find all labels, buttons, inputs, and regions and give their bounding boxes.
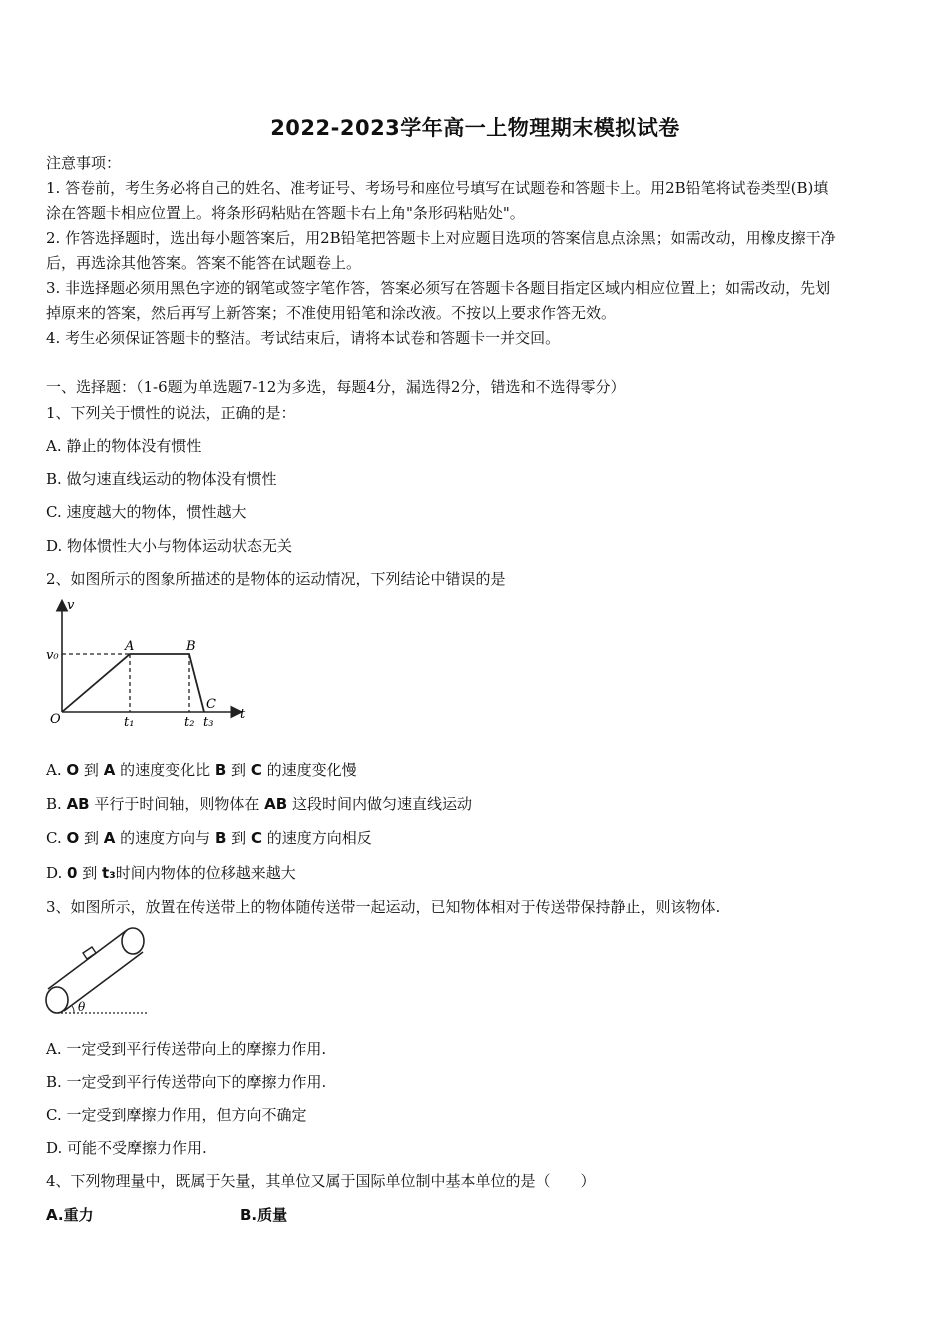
notice-line-7: 4. 考生必须保证答题卡的整洁。考试结束后，请将本试卷和答题卡一并交回。 (46, 329, 561, 347)
q3-stem: 3、如图所示，放置在传送带上的物体随传送带一起运动，已知物体相对于传送带保持静止，则该物体. (46, 898, 721, 916)
q2-label-t1: t₁ (124, 715, 135, 730)
q2-label-B: B (186, 639, 196, 654)
q1-option-a: A. 静止的物体没有惯性 (46, 437, 202, 455)
section-heading: 一、选择题：（1-6题为单选题7-12为多选，每题4分，漏选得2分，错选和不选得零分） (46, 378, 626, 396)
q3-roller-top (122, 928, 144, 954)
q2-option-a: A. O 到 A 的速度变化比 B 到 C 的速度变化慢 (46, 761, 357, 779)
q2-stem: 2、如图所示的图象所描述的是物体的运动情况，下列结论中错误的是 (46, 570, 506, 588)
q2-label-t2: t₂ (184, 715, 195, 730)
q3-option-b: B. 一定受到平行传送带向下的摩擦力作用. (46, 1073, 327, 1091)
q2-vt-graph (44, 596, 254, 732)
q2-option-b: B. AB 平行于时间轴，则物体在 AB 这段时间内做匀速直线运动 (46, 795, 472, 813)
notice-line-6: 掉原来的答案，然后再写上新答案；不准使用铅笔和涂改液。不按以上要求作答无效。 (46, 304, 617, 322)
q3-block (83, 947, 96, 959)
q3-option-d: D. 可能不受摩擦力作用. (46, 1139, 207, 1157)
q2-label-A: A (125, 639, 135, 654)
q4-option-a: A.重力 (46, 1206, 94, 1224)
q1-option-b: B. 做匀速直线运动的物体没有惯性 (46, 470, 277, 488)
q2-option-d: D. 0 到 t₃时间内物体的位移越来越大 (46, 864, 296, 882)
q2-vt-curve (62, 654, 204, 712)
q2-label-v0: v₀ (46, 648, 59, 663)
page-title: 2022-2023学年高一上物理期末模拟试卷 (270, 116, 680, 140)
notice-line-5: 3. 非选择题必须用黑色字迹的钢笔或签字笔作答，答案必须写在答题卡各题目指定区域内相应位置上；如需改动，先划 (46, 279, 831, 297)
notice-heading: 注意事项： (46, 154, 122, 172)
q4-stem: 4、下列物理量中，既属于矢量，其单位又属于国际单位制中基本单位的是（ ） (46, 1172, 596, 1190)
q2-label-t3: t₃ (203, 715, 214, 730)
q2-option-c: C. O 到 A 的速度方向与 B 到 C 的速度方向相反 (46, 829, 372, 847)
q2-label-O: O (50, 712, 61, 727)
q3-angle-arc (72, 1006, 74, 1013)
q3-belt-bottom (64, 952, 143, 1011)
notice-line-1: 1. 答卷前，考生务必将自己的姓名、准考证号、考场号和座位号填写在试题卷和答题卡上。用2B铅笔将试卷类型(B)填 (46, 179, 829, 197)
notice-line-3: 2. 作答选择题时，选出每小题答案后，用2B铅笔把答题卡上对应题目选项的答案信息点涂黑；如需改动，用橡皮擦干净 (46, 229, 836, 247)
q3-conveyor-figure (40, 920, 160, 1020)
q2-label-t: t (240, 707, 246, 722)
notice-line-2: 涂在答题卡相应位置上。将条形码粘贴在答题卡右上角"条形码粘贴处"。 (46, 204, 525, 222)
q2-label-C: C (206, 697, 216, 712)
q3-roller-bottom (46, 987, 68, 1013)
q3-option-a: A. 一定受到平行传送带向上的摩擦力作用. (46, 1040, 327, 1058)
q1-option-d: D. 物体惯性大小与物体运动状态无关 (46, 537, 293, 555)
q3-option-c: C. 一定受到摩擦力作用，但方向不确定 (46, 1106, 307, 1124)
q1-option-c: C. 速度越大的物体，惯性越大 (46, 503, 247, 521)
notice-line-4: 后，再选涂其他答案。答案不能答在试题卷上。 (46, 254, 362, 272)
q1-stem: 1、下列关于惯性的说法，正确的是： (46, 404, 296, 422)
q2-label-v: v (67, 598, 75, 613)
q4-option-b: B.质量 (240, 1206, 288, 1224)
q3-label-theta: θ (78, 1000, 86, 1014)
